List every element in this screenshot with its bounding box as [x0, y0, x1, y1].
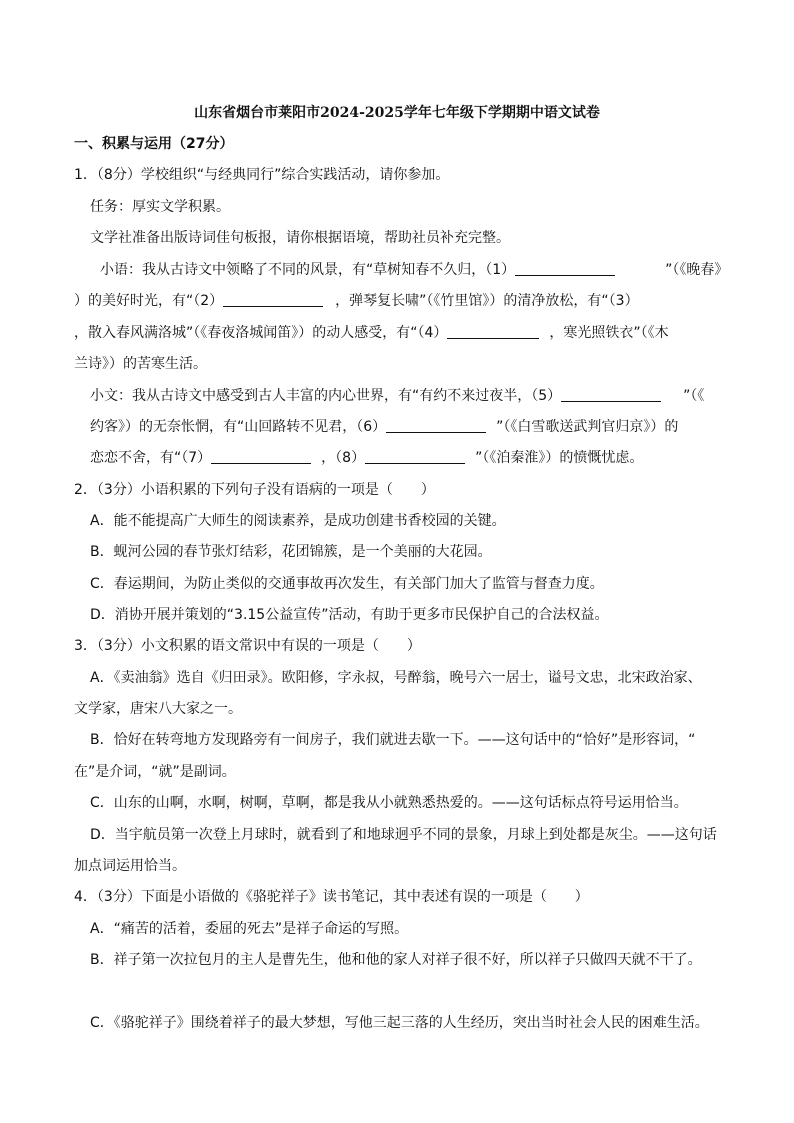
question-4-option-c[interactable]: C．《骆驼祥子》围绕着祥子的最大梦想，写他三起三落的人生经历，突出当时社会人民的困难生活。	[90, 1015, 709, 1031]
answer-blank-4[interactable]	[447, 324, 539, 339]
exam-title: 山东省烟台市莱阳市2024-2025学年七年级下学期期中语文试卷	[194, 105, 600, 121]
question-3-option-c[interactable]: C．山东的山啊，水啊，树啊，草啊，都是我从小就熟悉热爱的。——这句话标点符号运用恰当。	[90, 795, 688, 811]
section-heading-1: 一、积累与运用（27分）	[74, 136, 234, 152]
answer-blank-2[interactable]	[223, 292, 323, 307]
q1-xiaowen-text-3a: 恋恋不舍，有“（7）	[90, 450, 212, 466]
question-2-option-d[interactable]: D．消协开展并策划的“3.15公益宣传”活动，有助于更多市民保护自己的合法权益。	[90, 607, 609, 623]
question-1-intro: 文学社准备出版诗词佳句板报，请你根据语境，帮助社员补充完整。	[90, 230, 510, 246]
q1-xiaowen-text-1b: ”（《	[683, 388, 705, 404]
question-3-option-a[interactable]: A．《卖油翁》选自《归田录》。欧阳修，字永叔，号醉翁，晚号六一居士，谥号文忠，北宋政治家、	[90, 670, 702, 686]
q1-xiaoyu-line-1	[100, 260, 728, 280]
question-4-option-a[interactable]: A．“痛苦的活着，委屈的死去”是祥子命运的写照。	[90, 921, 409, 937]
q1-xiaowen-text-3c: ”（《泊秦淮》）的愤慨忧虑。	[475, 450, 644, 466]
question-3-option-b-cont: 在”是介词，“就”是副词。	[74, 764, 236, 780]
question-1-stem: 1．（8分）学校组织“与经典同行”综合实践活动，请你参加。	[74, 167, 450, 183]
q1-xiaoyu-text-3b: ，寒光照铁衣”（《木	[549, 325, 669, 341]
q1-xiaoyu-line-2	[74, 291, 639, 311]
q1-xiaowen-line-3	[90, 448, 643, 468]
answer-blank-8[interactable]	[365, 449, 465, 464]
question-3-option-a-cont: 文学家，唐宋八大家之一。	[74, 701, 242, 717]
q1-xiaoyu-text-2a: ）的美好时光，有“（2）	[74, 293, 224, 309]
question-4-option-b[interactable]: B．祥子第一次拉包月的主人是曹先生，他和他的家人对祥子很不好，所以祥子只做四天就不干了。	[90, 952, 702, 968]
q1-xiaoyu-line-4: 兰诗》）的苦寒生活。	[74, 356, 207, 372]
question-3-option-d[interactable]: D．当宇航员第一次登上月球时，就看到了和地球迥乎不同的景象，月球上到处都是灰尘。——这句话	[90, 827, 717, 843]
answer-blank-5[interactable]	[561, 387, 661, 402]
answer-blank-1[interactable]	[515, 261, 615, 276]
q1-xiaowen-text-3b: ，（8）	[321, 450, 366, 466]
q1-xiaowen-text-1a: 小文：我从古诗文中感受到古人丰富的内心世界，有“有约不来过夜半，（5）	[90, 388, 562, 404]
q1-xiaoyu-line-3	[74, 323, 669, 343]
q1-xiaoyu-text-1a: 小语：我从古诗文中领略了不同的风景，有“草树知春不久归，（1）	[100, 262, 516, 278]
q1-xiaowen-text-2b: ”（《白雪歌送武判官归京》）的	[496, 419, 679, 435]
q1-xiaoyu-text-2b: ，弹琴复长啸”（《竹里馆》）的清净放松，有“（3）	[335, 293, 639, 309]
question-2-stem: 2．（3分）小语积累的下列句子没有语病的一项是（ ）	[74, 482, 435, 498]
answer-blank-6[interactable]	[386, 418, 486, 433]
question-3-option-b[interactable]: B．恰好在转弯地方发现路旁有一间房子，我们就进去歇一下。——这句话中的“恰好”是形容词，“	[90, 732, 696, 748]
question-2-option-b[interactable]: B．蚬河公园的春节张灯结彩，花团锦簇，是一个美丽的大花园。	[90, 544, 492, 560]
question-2-option-c[interactable]: C．春运期间，为防止类似的交通事故再次发生，有关部门加大了监管与督查力度。	[90, 576, 604, 592]
question-4-stem: 4．（3分）下面是小语做的《骆驼祥子》读书笔记，其中表述有误的一项是（ ）	[74, 889, 589, 905]
question-1-task: 任务：厚实文学积累。	[90, 199, 230, 215]
q1-xiaoyu-text-3a: ，散入春风满洛城”（《春夜洛城闻笛》）的动人感受，有“（4）	[74, 325, 448, 341]
q1-xiaowen-line-1	[90, 386, 704, 406]
answer-blank-7[interactable]	[211, 449, 311, 464]
q1-xiaoyu-text-1b: ”（《晚春》	[665, 262, 729, 278]
question-2-option-a[interactable]: A．能不能提高广大师生的阅读素养，是成功创建书香校园的关键。	[90, 513, 506, 529]
question-3-option-d-cont: 加点词运用恰当。	[74, 858, 186, 874]
question-3-stem: 3．（3分）小文积累的语文常识中有误的一项是（ ）	[74, 638, 421, 654]
q1-xiaowen-line-2	[90, 417, 678, 437]
q1-xiaowen-text-2a: 约客》）的无奈怅惘，有“山回路转不见君，（6）	[90, 419, 387, 435]
